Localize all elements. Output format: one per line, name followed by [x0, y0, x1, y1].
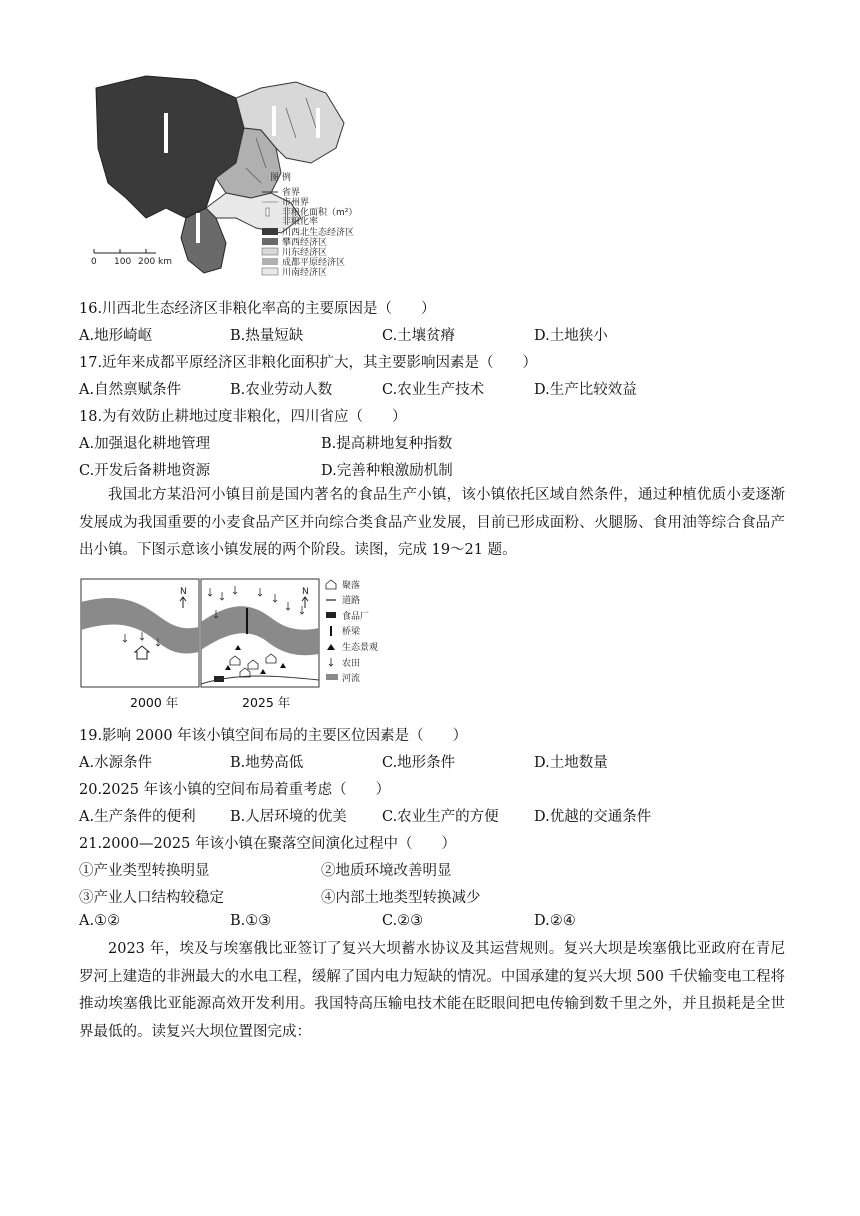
question-20-option-b: B.人居环境的优美: [230, 809, 347, 825]
question-19-option-c: C.地形条件: [382, 755, 456, 771]
svg-text:N: N: [302, 587, 309, 597]
question-21-option-a: A.①②: [79, 913, 121, 929]
question-21-statement-1: ①产业类型转换明显: [79, 863, 210, 879]
svg-text:图 例: 图 例: [270, 173, 291, 183]
svg-text:攀西经济区: 攀西经济区: [282, 238, 328, 248]
svg-text:0: 0: [91, 257, 97, 267]
question-19-option-b: B.地势高低: [230, 755, 304, 771]
question-20-option-a: A.生产条件的便利: [79, 809, 196, 825]
svg-text:农田: 农田: [342, 659, 361, 669]
question-21-option-b: B.①③: [230, 913, 272, 929]
question-21-statement-2: ②地质环境改善明显: [321, 863, 452, 879]
svg-text:桥梁: 桥梁: [342, 627, 361, 637]
question-21-stem: 21.2000—2025 年该小镇在聚落空间演化过程中（ ）: [79, 836, 456, 852]
svg-text:200 km: 200 km: [138, 257, 173, 267]
question-20-stem: 20.2025 年该小镇的空间布局着重考虑（ ）: [79, 782, 391, 798]
question-17-option-c: C.农业生产技术: [382, 382, 485, 398]
svg-text:非粮化面积（m²）: 非粮化面积（m²）: [282, 208, 358, 218]
question-18-option-d: D.完善种粮激励机制: [321, 463, 453, 479]
svg-text:N: N: [180, 587, 187, 597]
caption-2000: 2000 年: [130, 695, 179, 710]
sichuan-map: [86, 68, 386, 278]
question-21-statement-4: ④内部土地类型转换减少: [321, 890, 481, 906]
question-16-stem: 16.川西北生态经济区非粮化率高的主要原因是（ ）: [79, 301, 436, 317]
question-18-stem: 18.为有效防止耕地过度非粮化，四川省应（ ）: [79, 409, 407, 425]
svg-text:川南经济区: 川南经济区: [282, 268, 328, 278]
svg-text:川西北生态经济区: 川西北生态经济区: [282, 228, 355, 238]
svg-text:生态景观: 生态景观: [342, 643, 379, 653]
question-17-option-d: D.生产比较效益: [534, 382, 637, 398]
question-20-option-c: C.农业生产的方便: [382, 809, 499, 825]
question-16-option-d: D.土地狭小: [534, 328, 608, 344]
question-21-option-c: C.②③: [382, 913, 424, 929]
question-16-option-b: B.热量短缺: [230, 328, 304, 344]
map-scale-bar: [91, 249, 172, 267]
question-19-option-d: D.土地数量: [534, 755, 608, 771]
svg-text:河流: 河流: [342, 674, 361, 684]
question-18-option-c: C.开发后备耕地资源: [79, 463, 211, 479]
town-stages-figure: [80, 572, 400, 712]
question-16-option-a: A.地形崎岖: [79, 328, 153, 344]
town-stages-diagram: [80, 572, 400, 690]
question-17-option-b: B.农业劳动人数: [230, 382, 333, 398]
svg-text:市州界: 市州界: [282, 198, 310, 208]
svg-text:聚落: 聚落: [342, 581, 361, 591]
question-19-option-a: A.水源条件: [79, 755, 153, 771]
question-16-option-c: C.土壤贫瘠: [382, 328, 456, 344]
svg-text:川东经济区: 川东经济区: [282, 248, 328, 258]
question-21-statement-3: ③产业人口结构较稳定: [79, 890, 224, 906]
question-17-option-a: A.自然禀赋条件: [79, 382, 182, 398]
svg-text:非粮化率: 非粮化率: [282, 217, 319, 227]
question-18-option-a: A.加强退化耕地管理: [79, 436, 211, 452]
town-legend: [326, 579, 378, 684]
question-18-option-b: B.提高耕地复种指数: [321, 436, 453, 452]
svg-text:成都平原经济区: 成都平原经济区: [282, 258, 346, 268]
svg-text:省界: 省界: [282, 188, 301, 198]
sichuan-map-figure: [86, 68, 386, 278]
passage-town: 我国北方某沿河小镇目前是国内著名的食品生产小镇，该小镇依托区域自然条件，通过种植优质小麦逐渐发展成为我国重要的小麦食品产区并向综合类食品产业发展，目前已形成面粉、火腿肠、食用油等综合食品产出小镇。下图示意该小镇发展的两个阶段。读图，完成 19～21 题。: [79, 487, 785, 558]
question-21-option-d: D.②④: [534, 913, 576, 929]
question-17-stem: 17.近年来成都平原经济区非粮化面积扩大，其主要影响因素是（ ）: [79, 355, 538, 371]
svg-text:100: 100: [114, 257, 132, 267]
passage-dam: 2023 年，埃及与埃塞俄比亚签订了复兴大坝蓄水协议及其运营规则。复兴大坝是埃塞俄比亚政府在青尼罗河上建造的非洲最大的水电工程，缓解了国内电力短缺的情况。中国承建的复兴大坝 500 千伏输变电工程将推动埃塞俄比亚能源高效开发利用。我国特高压输电技术能在眨眼间把电传输到数千里之外，并且损耗是全世界最低的。读复兴大坝位置图完成：: [79, 941, 785, 1040]
caption-2025: 2025 年: [242, 695, 291, 710]
svg-text:食品厂: 食品厂: [342, 612, 370, 622]
question-19-stem: 19.影响 2000 年该小镇空间布局的主要区位因素是（ ）: [79, 728, 468, 744]
svg-text:道路: 道路: [342, 596, 361, 606]
question-20-option-d: D.优越的交通条件: [534, 809, 652, 825]
